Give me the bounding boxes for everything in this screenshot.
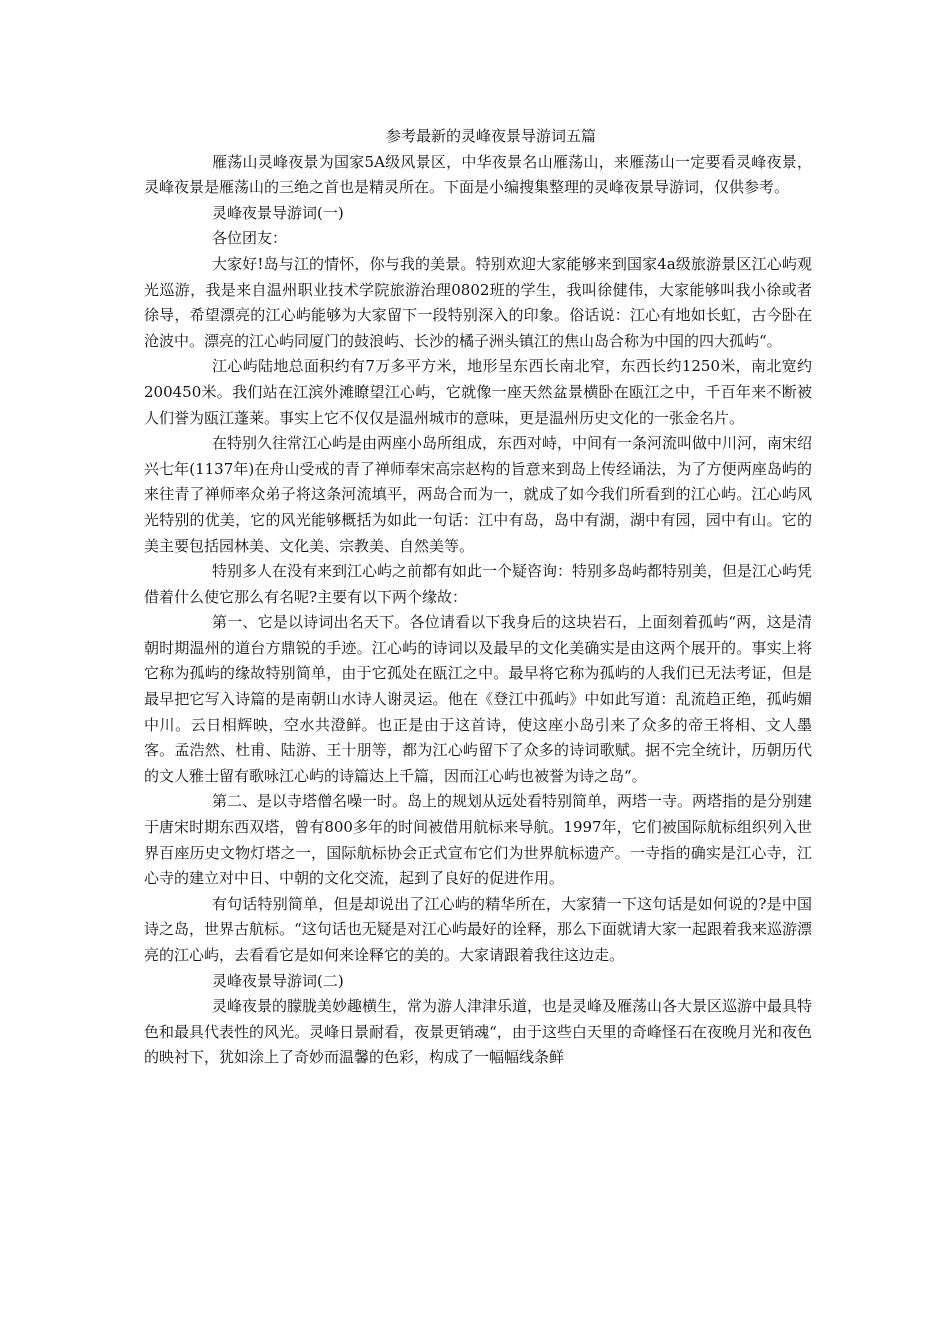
section2-paragraph-1: 灵峰夜景的朦胧美妙趣横生，常为游人津津乐道，也是灵峰及雁荡山各大景区巡游中最具特色和最具代表性的风光。灵峰日景耐看，夜景更销魂“，由于这些白天里的奇峰怪石在夜晚月光和夜色的映衬下，犹如涂上了奇妙而温馨的色彩，构成了一幅幅线条鲜 bbox=[144, 997, 813, 1067]
section-heading-1: 灵峰夜景导游词(一) bbox=[212, 203, 344, 222]
section1-paragraph-4: 特别多人在没有来到江心屿之前都有如此一个疑咨询：特别多岛屿都特别美，但是江心屿凭借着什么使它那么有名呢?主要有以下两个缘故： bbox=[144, 562, 813, 606]
section1-paragraph-6: 第二、是以寺塔僧名噪一时。岛上的规划从远处看特别简单，两塔一寺。两塔指的是分别建于唐宋时期东西双塔，曾有800多年的时间被借用航标来导航。1997年，它们被国际航标组织列入世界百座历史文物灯塔之一，国际航标协会正式宣布它们为世界航标遗产。一寺指的确实是江心寺，江心寺的建立对中日、中朝的文化交流，起到了良好的促进作用。 bbox=[144, 792, 813, 888]
section-heading-2: 灵峰夜景导游词(二) bbox=[212, 971, 344, 990]
intro-paragraph: 雁荡山灵峰夜景为国家5A级风景区，中华夜景名山雁荡山，来雁荡山一定要看灵峰夜景，灵峰夜景是雁荡山的三绝之首也是精灵所在。下面是小编搜集整理的灵峰夜景导游词，仅供参考。 bbox=[144, 152, 812, 197]
section1-paragraph-7: 有句话特别简单，但是却说出了江心屿的精华所在，大家猜一下这句话是如何说的?是中国诗之岛，世界古航标。“这句话也无疑是对江心屿最好的诠释，那么下面就请大家一起跟着我来巡游漂亮的江心屿，去看看它是如何来诠释它的美的。大家请跟着我往这边走。 bbox=[144, 894, 812, 964]
section1-paragraph-5: 第一、它是以诗词出名天下。各位请看以下我身后的这块岩石，上面刻着孤屿“两，这是清朝时期温州的道台方鼎锐的手迹。江心屿的诗词以及最早的文化美确实是由这两个展开的。事实上将它称为孤屿的缘故特别简单，由于它孤处在瓯江之中。最早将它称为孤屿的人我们已无法考证，但是最早把它写入诗篇的是南朝山水诗人谢灵运。他在《登江中孤屿》中如此写道：乱流趋正绝，孤屿媚中川。云日相辉映，空水共澄鲜。也正是由于这首诗，使这座小岛引来了众多的帝王将相、文人墨客。孟浩然、杜甫、陆游、王十朋等，都为江心屿留下了众多的诗词歌赋。据不完全统计，历朝历代的文人雅士留有歌咏江心屿的诗篇达上千篇，因而江心屿也被誉为诗之岛“。 bbox=[144, 613, 812, 785]
document-page bbox=[144, 124, 812, 1071]
document-title: 参考最新的灵峰夜景导游词五篇 bbox=[385, 127, 596, 145]
section1-paragraph-3: 在特别久往常江心屿是由两座小岛所组成，东西对峙，中间有一条河流叫做中川河，南宋绍兴七年(1137年)在舟山受戒的青了禅师奉宋高宗赵构的旨意来到岛上传经诵法，为了方便两座岛屿的来往青了禅师率众弟子将这条河流填平，两岛合而为一，就成了如今我们所看到的江心屿。江心屿风光特别的优美，它的风光能够概括为如此一句话：江中有岛，岛中有湖，湖中有园，园中有山。它的美主要包括园林美、文化美、宗教美、自然美等。 bbox=[144, 434, 813, 555]
section1-paragraph-1: 大家好!岛与江的情怀，你与我的美景。特别欢迎大家能够来到国家4a级旅游景区江心屿观光巡游，我是来自温州职业技术学院旅游治理0802班的学生，我叫徐健伟，大家能够叫我小徐或者徐导，希望漂亮的江心屿能够为大家留下一段特别深入的印象。俗话说：江心有地如长虹，古今卧在沧波中。漂亮的江心屿同厦门的鼓浪屿、长沙的橘子洲头镇江的焦山岛合称为中国的四大孤屿“。 bbox=[144, 254, 812, 350]
greeting: 各位团友： bbox=[212, 229, 288, 248]
section1-paragraph-2: 江心屿陆地总面积约有7万多平方米，地形呈东西长南北窄，东西长约1250米，南北宽约200450米。我们站在江滨外滩瞭望江心屿，它就像一座天然盆景横卧在瓯江之中，千百年来不断被人们誉为瓯江蓬莱。事实上它不仅仅是温州城市的意味，更是温州历史文化的一张金名片。 bbox=[144, 357, 812, 427]
